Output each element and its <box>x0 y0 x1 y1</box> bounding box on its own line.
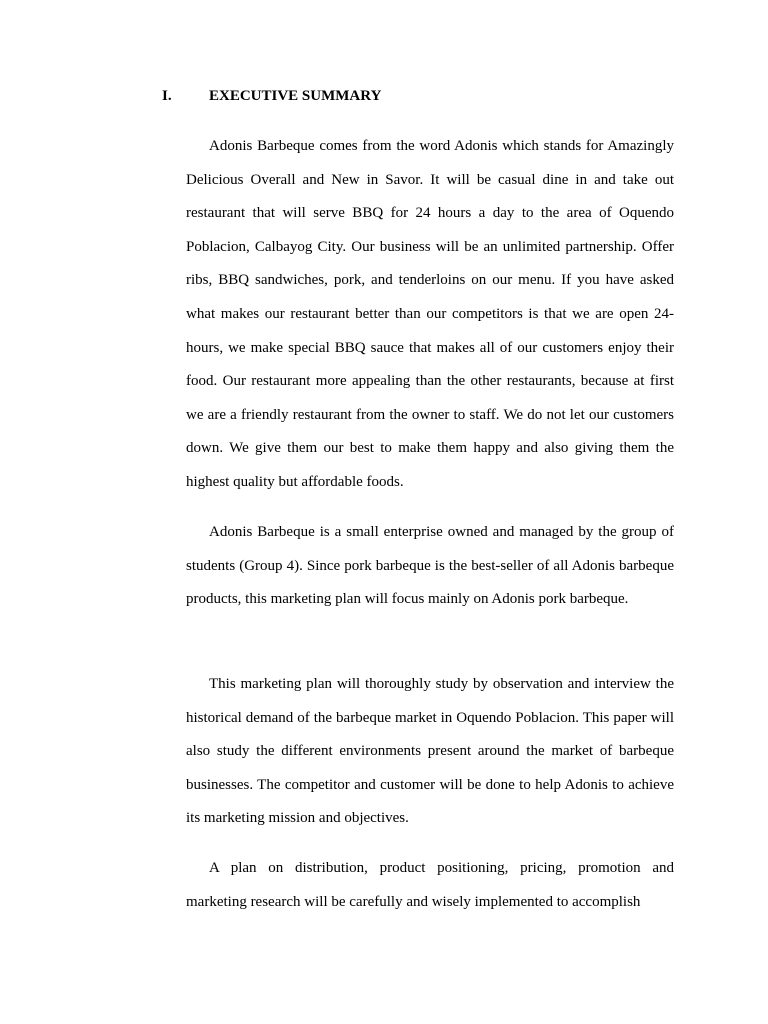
paragraph-plan: A plan on distribution, product positioning, pricing, promotion and marketing research will be carefully and wisely implemented to accomplish <box>186 860 674 910</box>
paragraph-enterprise: Adonis Barbeque is a small enterprise owned and managed by the group of students (Group 4). Since pork barbeque is the best-seller of all Adonis barbeque products, this marketing plan will focus mainly on Adonis pork barbeque. <box>186 524 674 608</box>
paragraph-intro: Adonis Barbeque comes from the word Adonis which stands for Amazingly Delicious Overall and New in Savor. It will be casual dine in and take out restaurant that will serve BBQ for 24 hours a day to the area of Oquendo Poblacion, Calbayog City. Our business will be an unlimited partnership. Offer ribs, BBQ sandwiches, pork, and tenderloins on our menu. If you have asked what makes our restaurant better than our competitors is that we are open 24-hours, we make special BBQ sauce that makes all of our customers enjoy their food. Our restaurant more appealing than the other restaurants, because at first we are a friendly restaurant from the owner to staff. We do not let our customers down. We give them our best to make them happy and also giving them the highest quality but affordable foods. <box>186 138 674 490</box>
section-title: EXECUTIVE SUMMARY <box>209 88 382 104</box>
paragraph-study: This marketing plan will thoroughly study by observation and interview the historical demand of the barbeque market in Oquendo Poblacion. This paper will also study the different environments present around the market of barbeque businesses. The competitor and customer will be done to help Adonis to achieve its marketing mission and objectives. <box>186 676 674 827</box>
section-number: I. <box>162 88 172 104</box>
